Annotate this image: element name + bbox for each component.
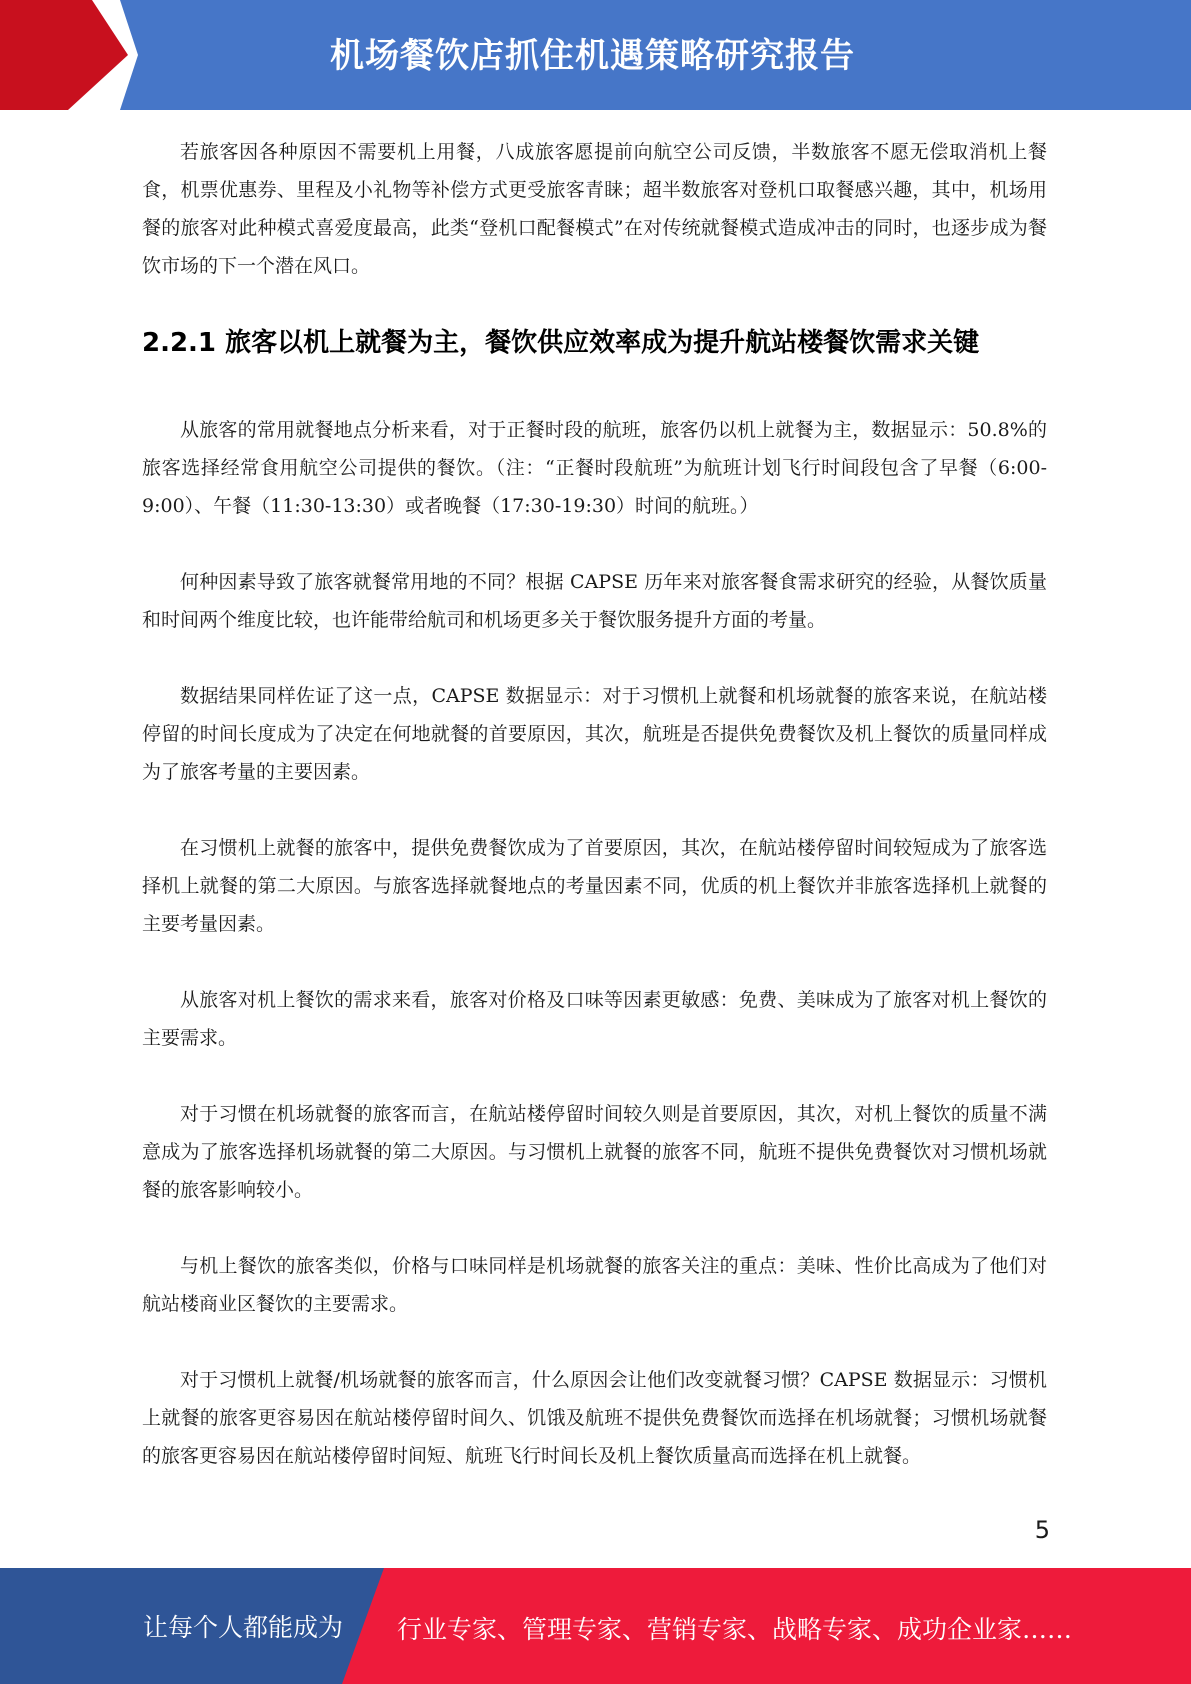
paragraph-3: 何种因素导致了旅客就餐常用地的不同？根据 CAPSE 历年来对旅客餐食需求研究的经验，从餐饮质量和时间两个维度比较，也许能带给航司和机场更多关于餐饮服务提升方面的考量。 <box>142 571 1047 631</box>
paragraph-7: 对于习惯在机场就餐的旅客而言，在航站楼停留时间较久则是首要原因，其次，对机上餐饮的质量不满意成为了旅客选择机场就餐的第二大原因。与习惯机上就餐的旅客不同，航班不提供免费餐饮对习惯机场就餐的旅客影响较小。 <box>142 1103 1047 1201</box>
page-content <box>142 133 1047 1475</box>
page-header <box>0 0 1191 110</box>
paragraph-2: 从旅客的常用就餐地点分析来看，对于正餐时段的航班，旅客仍以机上就餐为主，数据显示：50.8%的旅客选择经常食用航空公司提供的餐饮。（注：“正餐时段航班”为航班计划飞行时间段包含了早餐（6:00-9:00）、午餐（11:30-13:30）或者晚餐（17:30-19:30）时间的航班。） <box>142 419 1047 517</box>
page-number: 5 <box>1034 1516 1050 1544</box>
paragraph-5: 在习惯机上就餐的旅客中，提供免费餐饮成为了首要原因，其次，在航站楼停留时间较短成为了旅客选择机上就餐的第二大原因。与旅客选择就餐地点的考量因素不同，优质的机上餐饮并非旅客选择机上就餐的主要考量因素。 <box>142 837 1047 935</box>
page-footer <box>0 1568 1191 1684</box>
footer-slogan-left: 让每个人都能成为 <box>143 1613 344 1642</box>
section-heading: 2.2.1 旅客以机上就餐为主，餐饮供应效率成为提升航站楼餐饮需求关键 <box>142 328 980 358</box>
paragraph-8: 与机上餐饮的旅客类似，价格与口味同样是机场就餐的旅客关注的重点：美味、性价比高成为了他们对航站楼商业区餐饮的主要需求。 <box>142 1255 1047 1315</box>
paragraph-1: 若旅客因各种原因不需要机上用餐，八成旅客愿提前向航空公司反馈，半数旅客不愿无偿取消机上餐食，机票优惠券、里程及小礼物等补偿方式更受旅客青睐；超半数旅客对登机口取餐感兴趣，其中，机场用餐的旅客对此种模式喜爱度最高，此类“登机口配餐模式”在对传统就餐模式造成冲击的同时，也逐步成为餐饮市场的下一个潜在风口。 <box>142 141 1047 277</box>
report-title: 机场餐饮店抓住机遇策略研究报告 <box>330 36 855 76</box>
paragraph-4: 数据结果同样佐证了这一点，CAPSE 数据显示：对于习惯机上就餐和机场就餐的旅客来说，在航站楼停留的时间长度成为了决定在何地就餐的首要原因，其次，航班是否提供免费餐饮及机上餐饮的质量同样成为了旅客考量的主要因素。 <box>142 685 1047 783</box>
paragraph-6: 从旅客对机上餐饮的需求来看，旅客对价格及口味等因素更敏感：免费、美味成为了旅客对机上餐饮的主要需求。 <box>142 989 1047 1049</box>
footer-slogan-right: 行业专家、管理专家、营销专家、战略专家、成功企业家…… <box>397 1615 1073 1644</box>
paragraph-9: 对于习惯机上就餐/机场就餐的旅客而言，什么原因会让他们改变就餐习惯？CAPSE 数据显示：习惯机上就餐的旅客更容易因在航站楼停留时间久、饥饿及航班不提供免费餐饮而选择在机场就餐；习惯机场就餐的旅客更容易因在航站楼停留时间短、航班飞行时间长及机上餐饮质量高而选择在机上就餐。 <box>142 1369 1047 1467</box>
